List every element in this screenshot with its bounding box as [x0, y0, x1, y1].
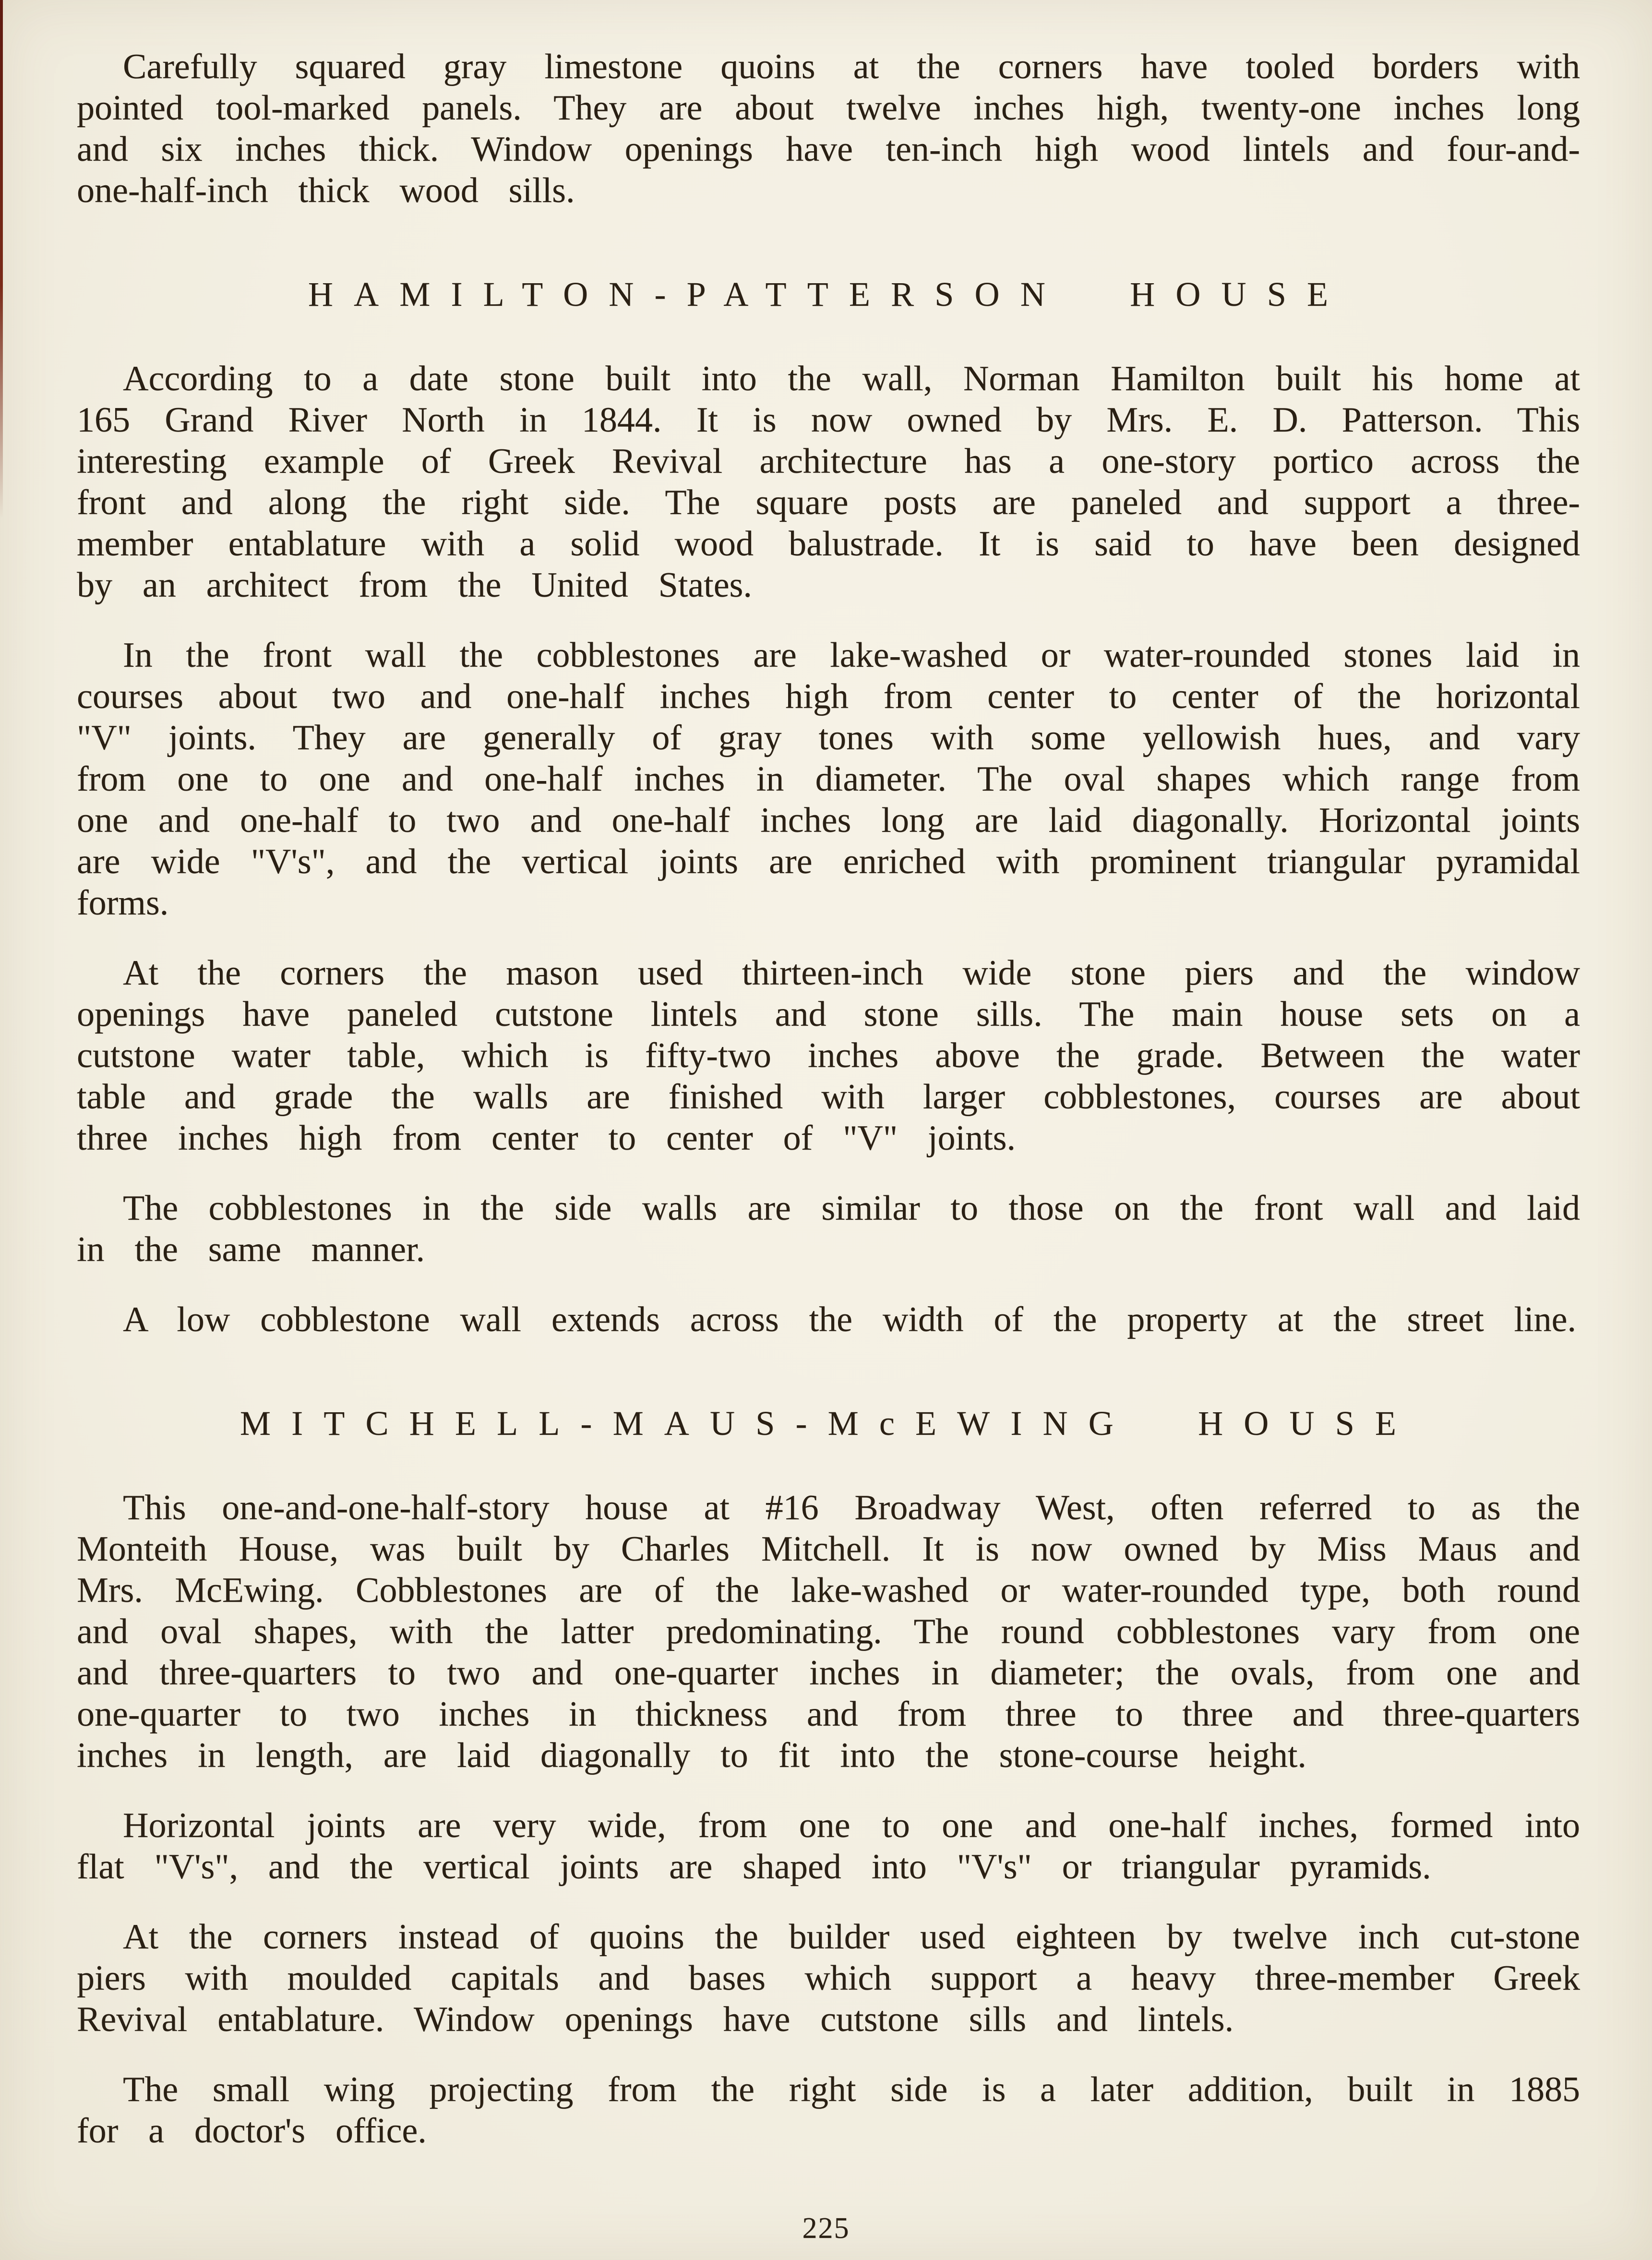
page-number: 225 — [802, 2212, 850, 2245]
body-paragraph: The small wing projecting from the right side is a later addition, built in 1885 for a doctor's office. — [77, 2070, 1580, 2151]
body-paragraph: According to a date stone built into the wall, Norman Hamilton built his home at 165 Grand River North in 1844. It is now owned by Mrs. E. D. Patterson. This interesting example of Greek Revival architecture has a one-story portico across the front and along the right side. The square posts are paneled and support a three-member entablature with a solid wood balustrade. It is said to have been designed by an architect from the United States. — [77, 359, 1580, 605]
body-paragraph: This one-and-one-half-story house at #16 Broadway West, often referred to as the Monteith House, was built by Charles Mitchell. It is now owned by Miss Maus and Mrs. McEwing. Cobblestones are of the lake-washed or water-rounded type, both round and oval shapes, with the latter predominating. The round cobblestones vary from one and three-quarters to two and one-quarter inches in diameter; the ovals, from one and one-quarter to two inches in thickness and from three to three and three-quarters inches in length, are laid diagonally to fit into the stone-course height. — [77, 1488, 1580, 1775]
scan-edge-artifact — [0, 0, 3, 518]
body-paragraph: Horizontal joints are very wide, from one to one and one-half inches, formed into flat "V's", and the vertical joints are shaped into "V's" or triangular pyramids. — [77, 1806, 1580, 1887]
body-paragraph: A low cobblestone wall extends across the width of the property at the street line. — [123, 1300, 1577, 1339]
body-paragraph: At the corners the mason used thirteen-inch wide stone piers and the window openings have paneled cutstone lintels and stone sills. The main house sets on a cutstone water table, which is fifty-two inches above the grade. Between the water table and grade the walls are finished with larger cobblestones, courses are about three inches high from center to center of "V" joints. — [77, 953, 1580, 1158]
body-paragraph: In the front wall the cobblestones are lake-washed or water-rounded stones laid in courses about two and one-half inches high from center to center of the horizontal "V" joints. They are generally of gray tones with some yellowish hues, and vary from one to one and one-half inches in diameter. The oval shapes which range from one and one-half to two and one-half inches long are laid diagonally. Horizontal joints are wide "V's", and the vertical joints are enriched with prominent triangular pyramidal forms. — [77, 636, 1580, 923]
body-paragraph: At the corners instead of quoins the builder used eighteen by twelve inch cut-stone piers with moulded capitals and bases which support a heavy three-member Greek Revival entablature. Window openings have cutstone sills and lintels. — [77, 1917, 1580, 2039]
body-paragraph: The cobblestones in the side walls are similar to those on the front wall and laid in the same manner. — [77, 1189, 1580, 1269]
page-content — [77, 46, 1580, 2180]
section-heading: MITCHELL-MAUS-McEWING HOUSE — [239, 1404, 1417, 1443]
section-heading: HAMILTON-PATTERSON HOUSE — [308, 275, 1349, 313]
body-paragraph: Carefully squared gray limestone quoins at the corners have tooled borders with pointed tool-marked panels. They are about twelve inches high, twenty-one inches long and six inches thick. Window openings have ten-inch high wood lintels and four-and-one-half-inch thick wood sills. — [77, 47, 1580, 210]
